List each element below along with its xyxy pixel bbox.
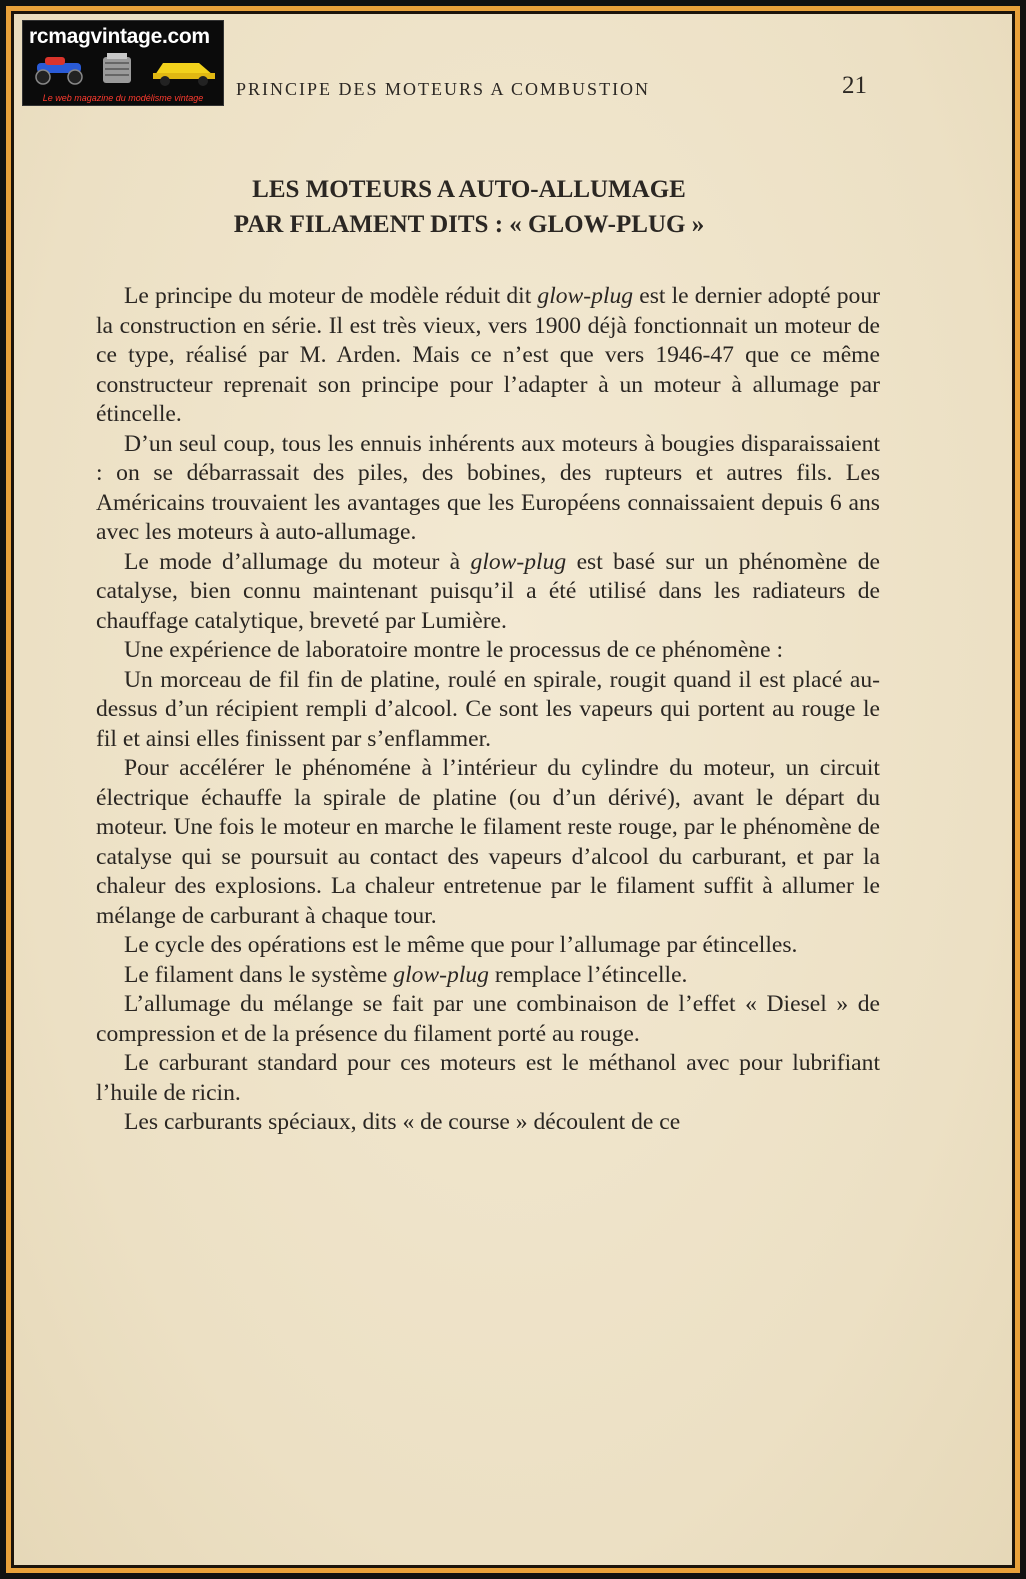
text-run: Le principe du moteur de modèle réduit dit [124, 283, 538, 309]
italic-term: glow-plug [537, 283, 634, 309]
text-run: Une expérience de laboratoire montre le processus de ce phénomène : [124, 637, 784, 663]
paragraph [96, 931, 880, 961]
text-run: est basé sur un phénomène de catalyse, bien connu maintenant puisqu’il a été utilisé dans les radiateurs de chauffage catalytique, breveté par Lumière. [96, 548, 880, 634]
paragraph [96, 548, 880, 637]
text-run: Pour accélérer le phénoméne à l’intérieur du cylindre du moteur, un circuit électrique échauffe la spirale de platine (ou d’un dérivé), avant le départ du moteur. Une fois le moteur en marche le filament reste rouge, par le phénomène de catalyse qui se poursuit au contact des vapeurs d’alcool du carburant, et par la chaleur des explosions. La chaleur entretenue par le filament suffit à allumer le mélange de carburant à chaque tour. [96, 755, 880, 929]
section-title-line-1: LES MOTEURS A AUTO-ALLUMAGE [252, 176, 686, 203]
paragraph [96, 961, 880, 991]
paragraph [96, 1108, 880, 1138]
italic-term: glow-plug [393, 961, 489, 988]
paragraph [96, 666, 880, 755]
paragraph [96, 636, 880, 666]
section-title [104, 172, 834, 242]
paragraph [96, 282, 880, 430]
paragraph [96, 430, 880, 548]
rc-models-icon [27, 51, 219, 89]
paragraph [96, 1049, 880, 1108]
text-run: D’un seul coup, tous les ennuis inhérents aux moteurs à bougies disparaissaient : on se débarrassait des piles, des bobines, des rupteurs et autres fils. Les Américains trouvaient les avantages que les Européens connaissaient depuis 6 ans avec les moteurs à auto-allumage. [96, 430, 880, 545]
text-run: L’allumage du mélange se fait par une combinaison de l’effet « Diesel » de compression et de la présence du filament porté au rouge. [96, 991, 880, 1047]
paragraph [96, 990, 880, 1049]
text-run: Le carburant standard pour ces moteurs est le méthanol avec pour lubrifiant l’huile de ricin. [96, 1050, 880, 1106]
body-text [96, 282, 880, 1138]
text-run: Les carburants spéciaux, dits « de course » découlent de ce [124, 1109, 681, 1135]
text-run: Le cycle des opérations est le même que pour l’allumage par étincelles. [124, 932, 798, 958]
paragraph [96, 754, 880, 931]
running-head: PRINCIPE DES MOTEURS A COMBUSTION [236, 79, 651, 99]
text-run: Un morceau de fil fin de platine, roulé en spirale, rougit quand il est placé au-dessus d’un récipient rempli d’alcool. Ce sont les vapeurs qui portent au rouge le fil et ainsi elles finissent par s’enflammer. [96, 666, 880, 752]
logo-site-name: rcmagvintage.com [29, 25, 210, 48]
scanned-page [11, 11, 1015, 1568]
text-run: Le filament dans le système [124, 961, 394, 988]
section-title-line-2: PAR FILAMENT DITS : « GLOW-PLUG » [233, 211, 705, 238]
text-run: Le mode d’allumage du moteur à [124, 548, 471, 575]
italic-term: glow-plug [470, 548, 567, 575]
logo-tagline: Le web magazine du modélisme vintage [42, 93, 204, 103]
text-run: remplace l’étincelle. [488, 961, 688, 988]
page-number: 21 [842, 72, 867, 99]
text-run: est le dernier adopté pour la construction en série. Il est très vieux, vers 1900 déjà fonctionnait un moteur de ce type, réalisé par M. Arden. Mais ce n’est que vers 1946-47 que ce même constructeur reprenait son principe pour l’adapter à un moteur à allumage par étincelle. [96, 283, 880, 427]
site-logo [22, 20, 224, 106]
